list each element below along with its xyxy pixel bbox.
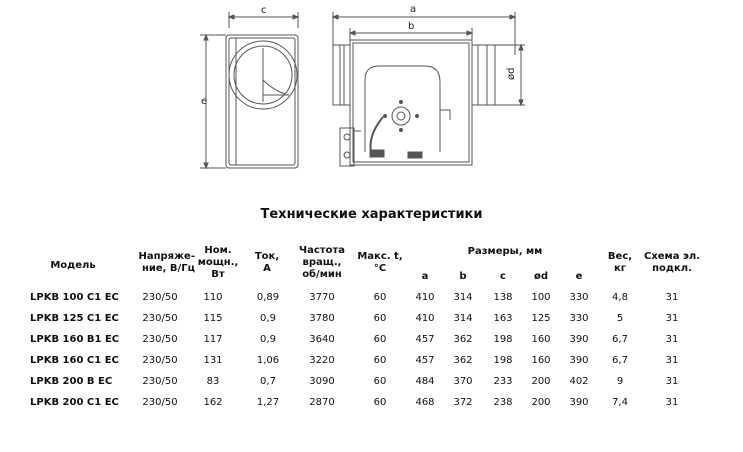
row-e: 330 xyxy=(569,313,589,324)
row-power: 115 xyxy=(203,313,223,324)
dim-label-d: ød xyxy=(506,67,517,80)
row-model: LPKB 160 C1 EC xyxy=(30,355,119,366)
row-temp: 60 xyxy=(373,334,387,345)
row-d: 160 xyxy=(531,355,551,366)
row-weight: 5 xyxy=(616,313,624,324)
row-speed: 2870 xyxy=(309,397,335,408)
row-voltage: 230/50 xyxy=(142,334,178,345)
header-power: Ном. мощн., Вт xyxy=(197,245,239,280)
row-b: 314 xyxy=(453,313,473,324)
row-scheme: 31 xyxy=(665,397,679,408)
header-dimensions: Размеры, мм xyxy=(467,246,543,257)
row-a: 410 xyxy=(415,313,435,324)
row-c: 238 xyxy=(493,397,513,408)
row-b: 362 xyxy=(453,334,473,345)
row-model: LPKB 200 C1 EC xyxy=(30,397,119,408)
row-voltage: 230/50 xyxy=(142,376,178,387)
row-c: 198 xyxy=(493,355,513,366)
row-power: 83 xyxy=(206,376,220,387)
row-a: 457 xyxy=(415,334,435,345)
row-e: 390 xyxy=(569,397,589,408)
side-view xyxy=(200,12,298,168)
row-a: 457 xyxy=(415,355,435,366)
row-d: 125 xyxy=(531,313,551,324)
row-c: 233 xyxy=(493,376,513,387)
row-temp: 60 xyxy=(373,397,387,408)
row-speed: 3090 xyxy=(309,376,335,387)
row-b: 314 xyxy=(453,292,473,303)
row-d: 160 xyxy=(531,334,551,345)
row-power: 131 xyxy=(203,355,223,366)
row-scheme: 31 xyxy=(665,292,679,303)
header-temp: Макс. t, °С xyxy=(357,251,403,274)
row-c: 198 xyxy=(493,334,513,345)
row-temp: 60 xyxy=(373,376,387,387)
row-current: 0,7 xyxy=(260,376,276,387)
row-c: 163 xyxy=(493,313,513,324)
row-e: 330 xyxy=(569,292,589,303)
row-speed: 3640 xyxy=(309,334,335,345)
row-voltage: 230/50 xyxy=(142,355,178,366)
row-weight: 6,7 xyxy=(612,334,628,345)
header-dim-e: e xyxy=(575,271,583,282)
header-dim-b: b xyxy=(459,271,467,282)
header-weight: Вес, кг xyxy=(607,251,633,274)
row-e: 402 xyxy=(569,376,589,387)
row-temp: 60 xyxy=(373,355,387,366)
row-power: 117 xyxy=(203,334,223,345)
header-dim-d: ød xyxy=(533,271,549,282)
header-speed: Частота вращ., об/мин xyxy=(299,245,345,280)
row-model: LPKB 160 B1 EC xyxy=(30,334,120,345)
row-temp: 60 xyxy=(373,313,387,324)
technical-drawing xyxy=(0,0,743,200)
row-scheme: 31 xyxy=(665,334,679,345)
row-temp: 60 xyxy=(373,292,387,303)
row-d: 100 xyxy=(531,292,551,303)
row-scheme: 31 xyxy=(665,355,679,366)
row-e: 390 xyxy=(569,334,589,345)
header-dim-c: c xyxy=(500,271,506,282)
dim-label-c: c xyxy=(261,5,267,16)
front-view xyxy=(333,12,525,166)
row-e: 390 xyxy=(569,355,589,366)
row-d: 200 xyxy=(531,376,551,387)
table-title: Технические характеристики xyxy=(260,207,483,222)
row-current: 1,06 xyxy=(256,355,280,366)
row-model: LPKB 125 C1 EC xyxy=(30,313,119,324)
header-voltage: Напряже- ние, В/Гц xyxy=(138,251,195,274)
dim-label-b: b xyxy=(408,21,415,32)
row-speed: 3770 xyxy=(309,292,335,303)
row-a: 484 xyxy=(415,376,435,387)
row-current: 0,9 xyxy=(260,334,276,345)
row-b: 362 xyxy=(453,355,473,366)
row-current: 0,89 xyxy=(256,292,280,303)
header-dim-a: a xyxy=(421,271,429,282)
row-speed: 3780 xyxy=(309,313,335,324)
row-b: 372 xyxy=(453,397,473,408)
row-a: 410 xyxy=(415,292,435,303)
header-current: Ток, А xyxy=(254,251,280,274)
row-c: 138 xyxy=(493,292,513,303)
row-a: 468 xyxy=(415,397,435,408)
row-voltage: 230/50 xyxy=(142,313,178,324)
dim-label-a: a xyxy=(410,4,417,15)
row-weight: 9 xyxy=(616,376,624,387)
row-weight: 6,7 xyxy=(612,355,628,366)
header-scheme: Схема эл. подкл. xyxy=(643,251,701,274)
row-speed: 3220 xyxy=(309,355,335,366)
dim-label-e: e xyxy=(201,96,208,107)
row-d: 200 xyxy=(531,397,551,408)
row-power: 162 xyxy=(203,397,223,408)
row-voltage: 230/50 xyxy=(142,292,178,303)
row-scheme: 31 xyxy=(665,313,679,324)
row-scheme: 31 xyxy=(665,376,679,387)
row-weight: 7,4 xyxy=(612,397,628,408)
row-b: 370 xyxy=(453,376,473,387)
row-weight: 4,8 xyxy=(612,292,628,303)
row-current: 0,9 xyxy=(260,313,276,324)
header-model: Модель xyxy=(50,260,96,271)
row-voltage: 230/50 xyxy=(142,397,178,408)
row-model: LPKB 100 C1 EC xyxy=(30,292,119,303)
row-power: 110 xyxy=(203,292,223,303)
row-current: 1,27 xyxy=(256,397,280,408)
row-model: LPKB 200 B EC xyxy=(30,376,113,387)
